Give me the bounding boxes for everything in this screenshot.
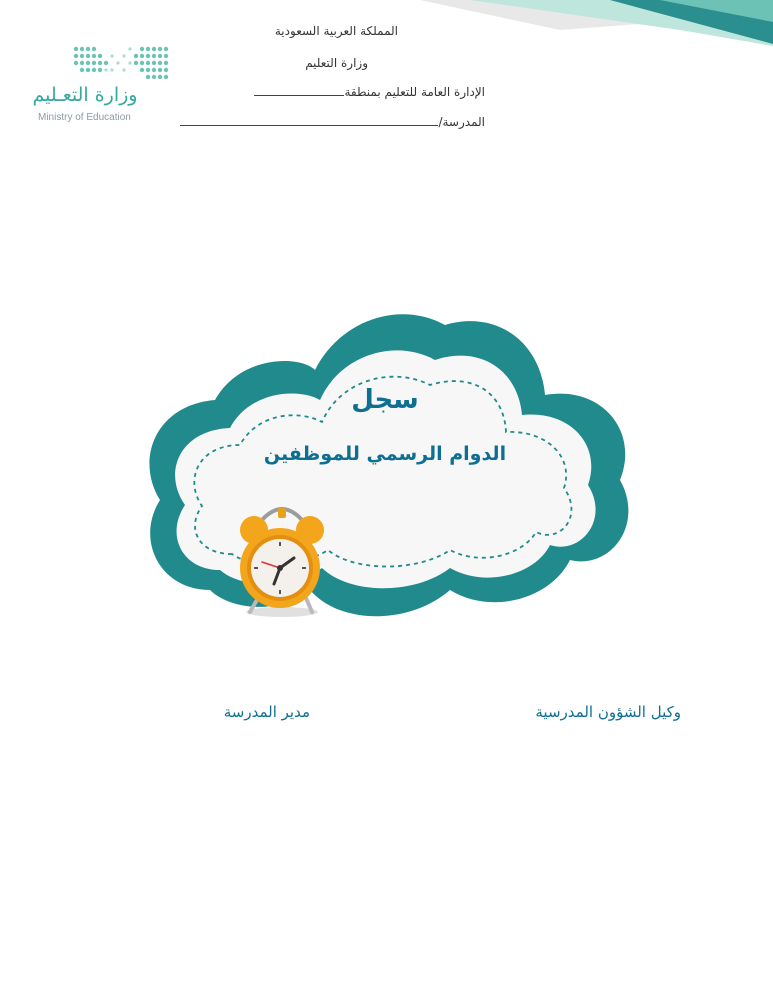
kingdom-heading — [275, 24, 398, 38]
school-label: المدرسة/ — [438, 115, 485, 129]
ministry-heading — [305, 56, 368, 70]
ministry-text: وزارة التعليم — [305, 56, 368, 70]
logo-arabic-text: وزارة التعـليم — [32, 84, 138, 106]
kingdom-text: المملكة العربية السعودية — [274, 24, 398, 38]
cover-title: سجل — [351, 385, 419, 415]
logo-english-text: Ministry of Education — [38, 112, 131, 123]
principal-signature-label: مدير المدرسة — [223, 703, 310, 721]
alarm-clock-icon — [232, 500, 332, 620]
cover-subtitle: الدوام الرسمي للموظفين — [263, 443, 507, 465]
logo-dots-icon — [72, 45, 172, 79]
ministry-logo — [30, 40, 170, 130]
school-fill-line — [180, 124, 438, 126]
affairs-agent-signature-label: وكيل الشؤون المدرسية — [535, 703, 681, 721]
region-field — [254, 85, 485, 99]
school-field — [180, 115, 485, 129]
region-label: الإدارة العامة للتعليم بمنطقة — [344, 85, 485, 99]
region-fill-line — [254, 94, 344, 96]
